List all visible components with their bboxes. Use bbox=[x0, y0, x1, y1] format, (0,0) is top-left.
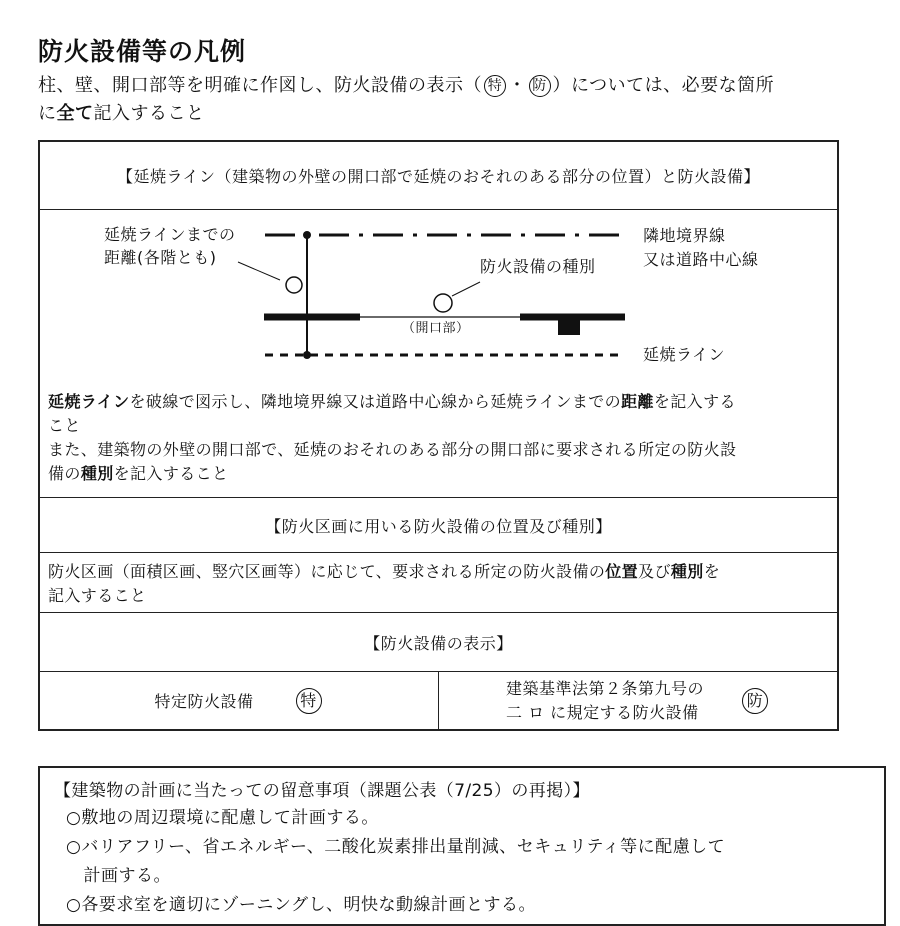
fire-compartment-section bbox=[40, 553, 837, 613]
intro-text bbox=[38, 72, 858, 128]
special-fire-door-mark-icon: 特 bbox=[484, 75, 506, 97]
fire-door-mark-icon: 防 bbox=[529, 75, 551, 97]
label-distance-line2: 距離(各階とも) bbox=[104, 248, 217, 267]
desc-text: こと bbox=[48, 416, 81, 435]
desc-text: 記入すること bbox=[48, 586, 147, 605]
fire-line-description bbox=[48, 390, 833, 486]
desc-emphasis: 距離 bbox=[621, 392, 654, 411]
legend-table bbox=[38, 140, 839, 731]
fire-compartment-description bbox=[48, 560, 833, 608]
intro-text-part: ）については、必要な箇所 bbox=[552, 75, 775, 96]
label-equipment-type: 防火設備の種別 bbox=[480, 257, 596, 276]
desc-emphasis: 種別 bbox=[670, 562, 704, 581]
label-boundary-line2: 又は道路中心線 bbox=[643, 250, 759, 269]
fire-equipment-label-line2: 二 ロ に規定する防火設備 bbox=[505, 702, 699, 722]
equipment-marker-circle bbox=[434, 294, 452, 312]
desc-text: また、建築物の外壁の開口部で、延焼のおそれのある部分の開口部に要求される所定の防火設 bbox=[48, 440, 737, 459]
label-fire-line: 延焼ライン bbox=[643, 345, 726, 364]
desc-emphasis: 種別 bbox=[80, 464, 114, 483]
label-distance-line1: 延焼ラインまでの bbox=[104, 225, 236, 244]
desc-emphasis: 位置 bbox=[605, 562, 639, 581]
leader-line-distance bbox=[238, 262, 280, 280]
fire-equipment-label bbox=[506, 677, 704, 725]
section-header-fire-line: 【延焼ライン（建築物の外壁の開口部で延焼のおそれのある部分の位置）と防火設備】 bbox=[40, 142, 837, 210]
page-title: 防火設備等の凡例 bbox=[38, 37, 247, 66]
special-fire-equipment-cell bbox=[40, 672, 439, 729]
planning-notes-box bbox=[38, 766, 886, 926]
intro-text-part: 記入すること bbox=[93, 103, 205, 124]
distance-start-dot bbox=[303, 231, 311, 239]
note-item: ○敷地の周辺環境に配慮して計画する。 bbox=[66, 808, 379, 828]
section-header-fire-equipment-display: 【防火設備の表示】 bbox=[40, 613, 837, 672]
note-item: ○バリアフリー、省エネルギー、二酸化炭素排出量削減、セキュリティ等に配慮して bbox=[66, 837, 726, 857]
desc-emphasis: 延焼ライン bbox=[48, 392, 130, 411]
intro-emphasis: 全て bbox=[56, 103, 94, 124]
label-opening: （開口部） bbox=[402, 321, 470, 336]
desc-text: 防火区画（面積区画、竪穴区画等）に応じて、要求される所定の防火設備の bbox=[48, 562, 606, 581]
desc-text: 及び bbox=[638, 562, 671, 581]
fire-door-mark-icon: 防 bbox=[742, 688, 768, 714]
fire-equipment-cell bbox=[439, 672, 837, 729]
special-fire-equipment-label: 特定防火設備 bbox=[154, 692, 254, 711]
desc-text: を bbox=[703, 562, 721, 581]
desc-text: を破線で図示し、隣地境界線又は道路中心線から延焼ラインまでの bbox=[129, 392, 622, 411]
section-header-fire-compartment: 【防火区画に用いる防火設備の位置及び種別】 bbox=[40, 498, 837, 553]
distance-marker-circle bbox=[286, 277, 302, 293]
fire-line-section bbox=[40, 210, 837, 498]
leader-line-equipment bbox=[452, 282, 480, 296]
fire-equipment-label-line1: 建築基準法第２条第九号の bbox=[505, 678, 704, 698]
note-item: ○各要求室を適切にゾーニングし、明快な動線計画とする。 bbox=[66, 895, 536, 915]
notes-header: 【建築物の計画に当たっての留意事項（課題公表（7/25）の再掲）】 bbox=[54, 781, 590, 801]
intro-text-part: に bbox=[38, 103, 57, 124]
label-boundary-line1: 隣地境界線 bbox=[643, 226, 726, 245]
distance-end-dot bbox=[303, 351, 311, 359]
intro-separator: ・ bbox=[508, 75, 527, 96]
note-item: 計画する。 bbox=[66, 866, 171, 886]
desc-text: を記入すること bbox=[113, 464, 229, 483]
desc-text: を記入する bbox=[653, 392, 736, 411]
fire-equipment-display-row bbox=[40, 672, 837, 729]
intro-text-part: 柱、壁、開口部等を明確に作図し、防火設備の表示（ bbox=[38, 75, 482, 96]
special-fire-door-mark-icon: 特 bbox=[296, 688, 322, 714]
column-mark bbox=[558, 317, 580, 335]
desc-text: 備の bbox=[48, 464, 81, 483]
